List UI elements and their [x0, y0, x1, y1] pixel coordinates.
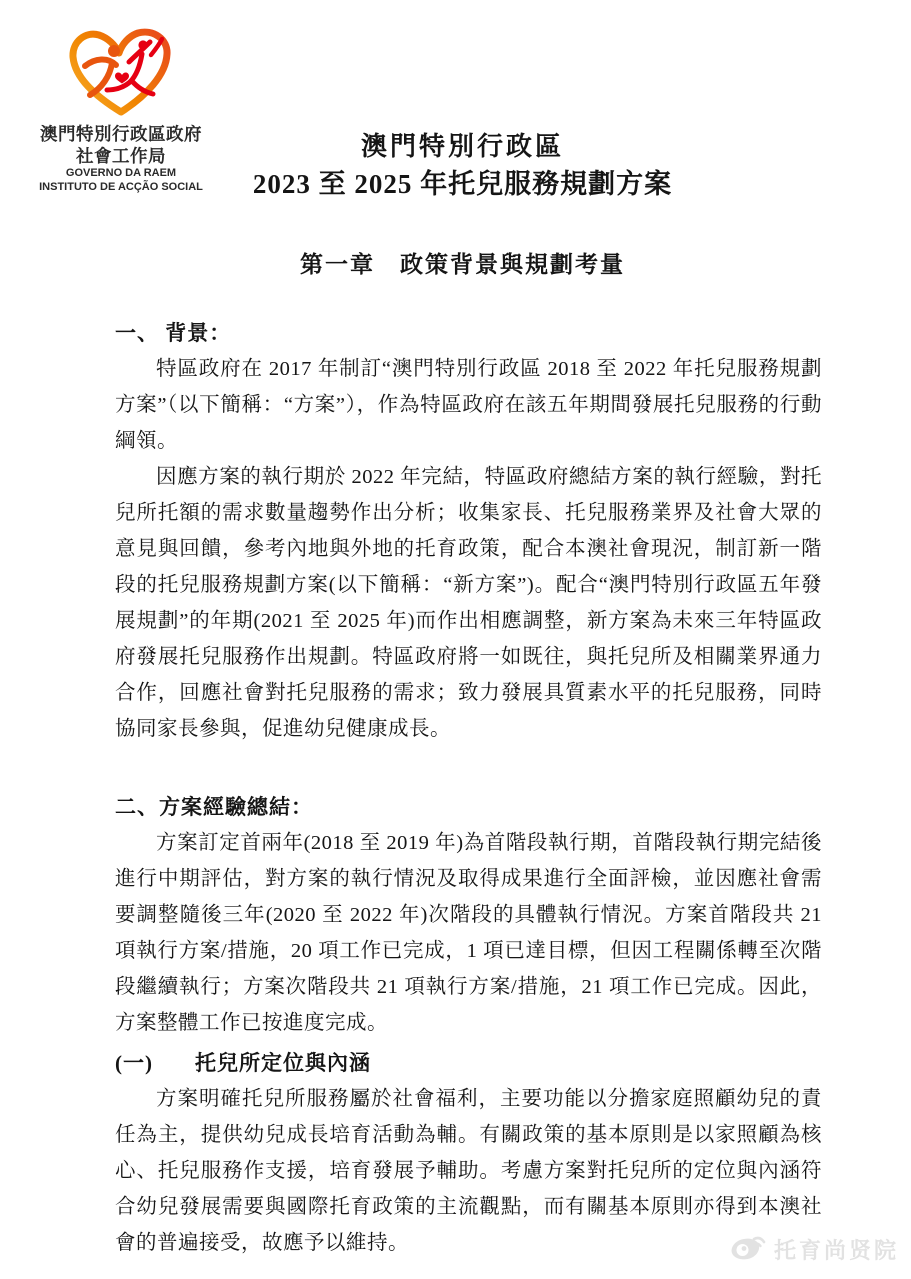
org-name-zh-line1: 澳門特別行政區政府 [40, 124, 202, 144]
document-title-line1: 澳門特別行政區 [360, 132, 564, 161]
org-name-zh-line2: 社會工作局 [76, 145, 166, 166]
heart-logo-icon [24, 22, 218, 124]
section-2-paragraph-1: 方案訂定首兩年(2018 至 2019 年)為首階段執行期，首階段執行期完結後進行中期評估，對方案的執行情況及取得成果進行全面評檢，並因應社會需要調整隨後三年(2020 至 2022 年)次階段的具體執行情況。方案首階段共 21 項執行方案/措施，20 項工作已完成，1 項已達目標，但因工程關係轉至次階段繼續執行；方案次階段共 21 項執行方案/措施，21 項工作已完成。因此，方案整體工作已按進度完成。 [115, 832, 822, 1034]
document-body [115, 315, 822, 1261]
watermark [729, 1231, 899, 1267]
org-name-pt-line1: GOVERNO DA RAEM [65, 167, 177, 179]
watermark-text: 托育尚贤院 [773, 1237, 899, 1263]
subsection-1-number: (一) [115, 1051, 153, 1075]
chapter-heading: 第一章 政策背景與規劃考量 [300, 252, 625, 277]
section-1-paragraph-2: 因應方案的執行期於 2022 年完結，特區政府總結方案的執行經驗，對托兒所托額的需求數量趨勢作出分析；收集家長、托兒服務業界及社會大眾的意見與回饋，參考內地與外地的托育政策，配合本澳社會現況，制訂新一階段的托兒服務規劃方案(以下簡稱：“新方案”)。配合“澳門特別行政區五年發展規劃”的年期(2021 至 2025 年)而作出相應調整，新方案為未來三年特區政府發展托兒服務作出規劃。特區政府將一如既往，與托兒所及相關業界通力合作，回應社會對托兒服務的需求；致力發展具質素水平的托兒服務，同時協同家長參與，促進幼兒健康成長。 [115, 466, 822, 740]
section-2-heading: 二、方案經驗總結： [115, 795, 313, 819]
document-title [14, 128, 911, 203]
section-1-heading: 一、 背景： [115, 321, 232, 345]
weibo-icon [729, 1231, 767, 1267]
subsection-1-title: 托兒所定位與內涵 [195, 1051, 371, 1075]
org-name-pt-line2: INSTITUTO DE ACÇÃO SOCIAL [39, 180, 203, 193]
subsection-1-paragraph-1: 方案明確托兒所服務屬於社會福利，主要功能以分擔家庭照顧幼兒的責任為主，提供幼兒成長培育活動為輔。有關政策的基本原則是以家照顧為核心、托兒服務作支援，培育發展予輔助。考慮方案對托兒所的定位與內涵符合幼兒發展需要與國際托育政策的主流觀點，而有關基本原則亦得到本澳社會的普遍接受，故應予以維持。 [115, 1088, 822, 1254]
section-1-paragraph-1: 特區政府在 2017 年制訂“澳門特別行政區 2018 至 2022 年托兒服務規劃方案”（以下簡稱：“方案”），作為特區政府在該五年期間發展托兒服務的行動綱領。 [115, 358, 822, 452]
document-title-line2: 2023 至 2025 年托兒服務規劃方案 [252, 169, 673, 199]
subsection-1-heading [115, 1045, 822, 1081]
